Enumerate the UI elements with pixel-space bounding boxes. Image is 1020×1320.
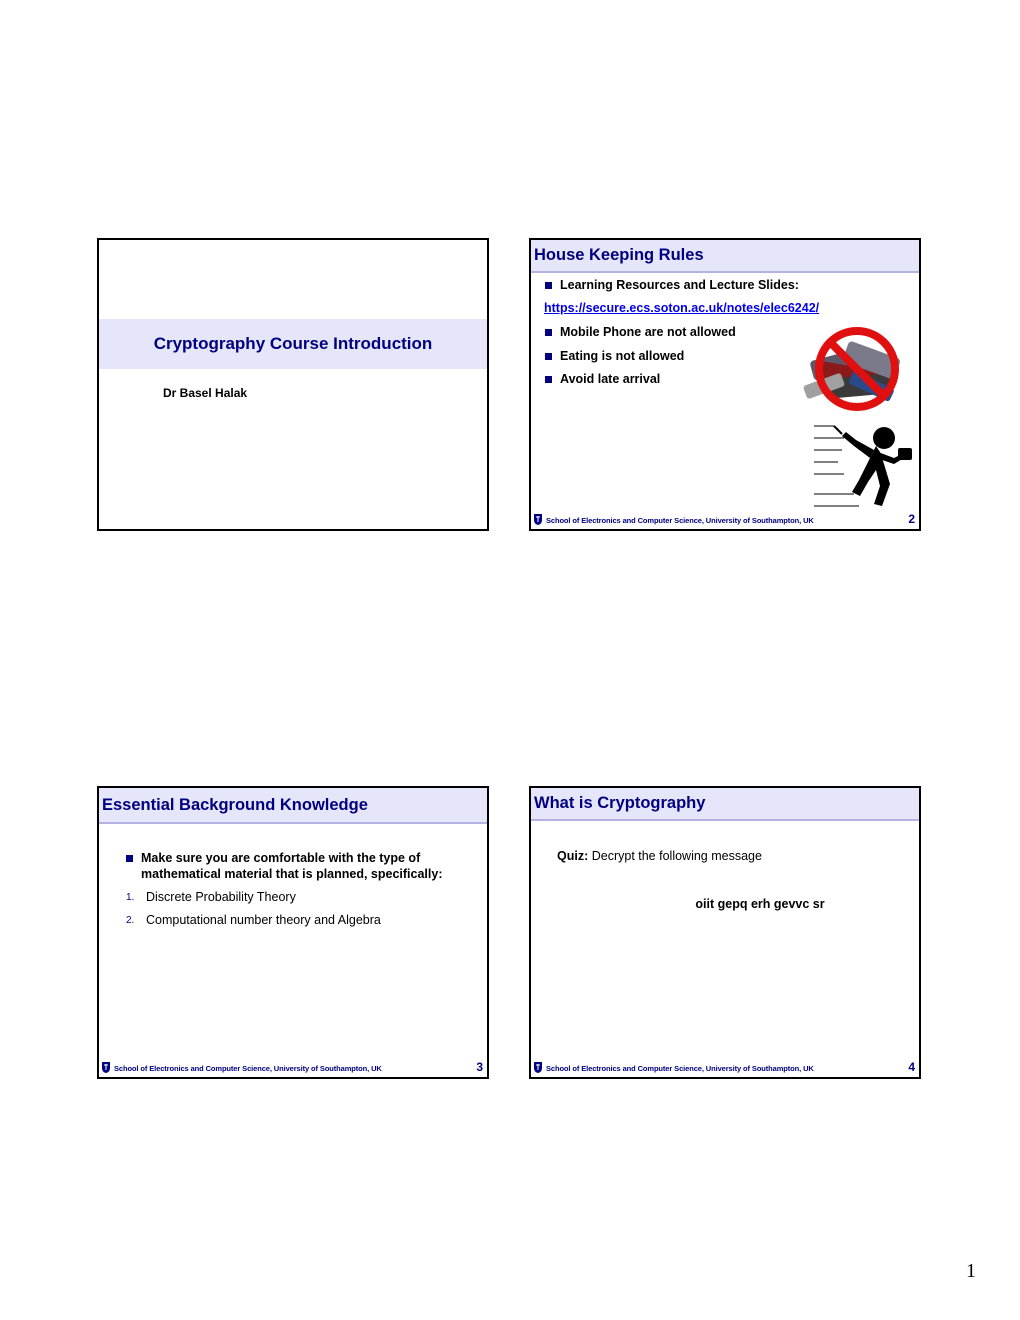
lecture-slides-link[interactable]: https://secure.ecs.soton.ac.uk/notes/elec6242/: [544, 301, 820, 315]
slide-number: 3: [476, 1060, 483, 1074]
slide-4: [529, 786, 921, 1079]
bullet-square-icon: [545, 376, 552, 383]
slide-number: 2: [908, 512, 915, 526]
bullet-item: [545, 278, 799, 292]
list-text: Discrete Probability Theory: [146, 890, 296, 904]
bullet-square-icon: [545, 282, 552, 289]
footer-text: School of Electronics and Computer Science, University of Southampton, UK: [546, 516, 814, 525]
university-crest-icon: [101, 1061, 111, 1073]
university-crest-icon: [533, 513, 543, 525]
slide-header: [531, 788, 919, 821]
bullet-item: [545, 372, 660, 386]
no-phones-icon: [799, 324, 921, 418]
bullet-text: Make sure you are comfortable with the type of mathematical material that is planned, specifically:: [141, 851, 443, 881]
slide-1: [97, 238, 489, 531]
running-late-man-icon: [814, 418, 914, 510]
bullet-square-icon: [126, 855, 133, 862]
slide-2: [529, 238, 921, 531]
slide-number: 4: [908, 1060, 915, 1074]
footer-text: School of Electronics and Computer Science, University of Southampton, UK: [114, 1064, 382, 1073]
list-number: 1.: [126, 892, 135, 903]
bullet-item: [126, 850, 466, 882]
bullet-square-icon: [545, 353, 552, 360]
slide-header: [99, 788, 487, 824]
slide-footer: [101, 1061, 487, 1075]
title-band: [99, 319, 487, 369]
quiz-label: Quiz:: [557, 849, 589, 863]
bullet-text: Learning Resources and Lecture Slides:: [560, 278, 799, 292]
list-text: Computational number theory and Algebra: [146, 913, 381, 927]
quiz-text: Decrypt the following message: [588, 849, 762, 863]
author-name: Dr Basel Halak: [163, 386, 248, 400]
slide-title: House Keeping Rules: [534, 246, 704, 264]
page-number: 1: [966, 1260, 976, 1282]
cipher-text: oiit gepq erh gevvc sr: [695, 897, 825, 911]
list-item: [126, 913, 381, 927]
footer-text: School of Electronics and Computer Science, University of Southampton, UK: [546, 1064, 814, 1073]
list-number: 2.: [126, 915, 135, 926]
slide-footer: [533, 1061, 919, 1075]
slide-3: [97, 786, 489, 1079]
university-crest-icon: [533, 1061, 543, 1073]
bullet-text: Avoid late arrival: [560, 372, 661, 386]
quiz-prompt: [557, 849, 762, 863]
slide-title: What is Cryptography: [534, 794, 706, 812]
slide-title: Essential Background Knowledge: [102, 795, 368, 814]
bullet-item: [545, 325, 736, 339]
bullet-text: Eating is not allowed: [560, 349, 685, 363]
bullet-item: [545, 349, 684, 363]
slide-title: Cryptography Course Introduction: [153, 334, 433, 353]
list-item: [126, 890, 296, 904]
slide-header: [531, 240, 919, 273]
bullet-square-icon: [545, 329, 552, 336]
bullet-text: Mobile Phone are not allowed: [560, 325, 736, 339]
slide-footer: [533, 513, 919, 527]
